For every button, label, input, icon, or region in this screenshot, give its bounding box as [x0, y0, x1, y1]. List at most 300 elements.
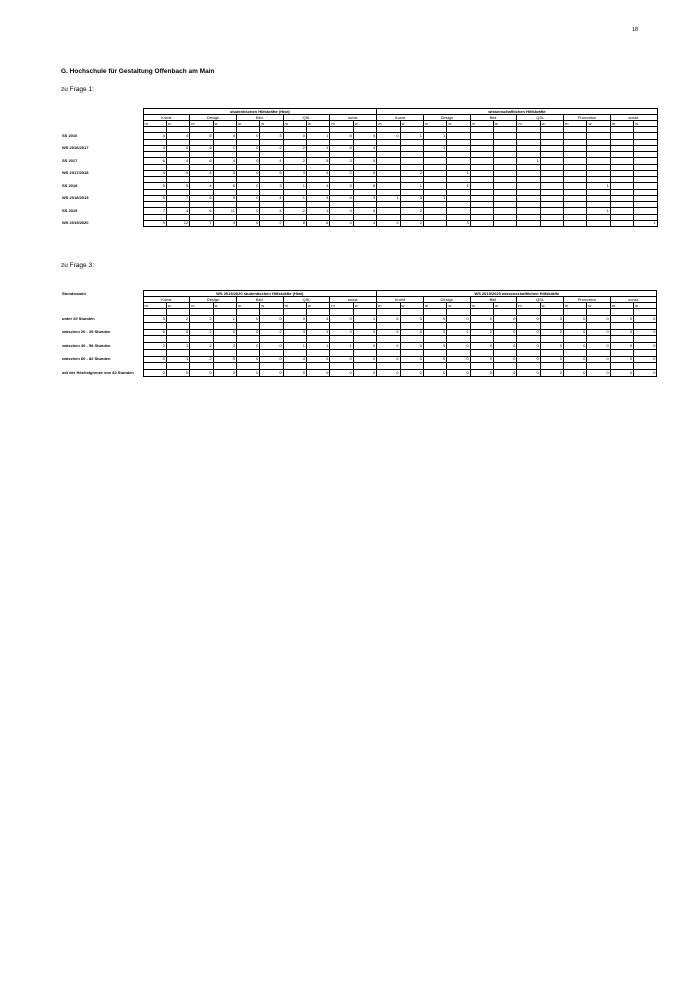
table-cell: 11: [213, 208, 236, 215]
spacer-cell: [610, 363, 633, 370]
spacer-cell: [564, 309, 587, 316]
spacer-cell: [493, 322, 516, 329]
table-cell: 0: [564, 343, 587, 350]
row-label: SS 2017: [62, 157, 78, 163]
row-label: zwischen 60 - 82 Stunden: [62, 356, 111, 362]
table-cell: 0: [377, 343, 400, 350]
table-cell: 2: [190, 343, 213, 350]
category-header: Kunst: [377, 297, 424, 303]
gender-header: m: [236, 303, 259, 309]
table-cell: 3: [260, 183, 283, 190]
gender-header: w: [494, 121, 517, 127]
gender-header: m: [470, 303, 493, 309]
table-cell: 1: [283, 343, 306, 350]
table-cell: 1: [283, 195, 306, 202]
category-header: sonst.: [610, 297, 657, 303]
table-cell: 0: [400, 316, 423, 323]
spacer-cell: [283, 322, 306, 329]
spacer-cell: [190, 349, 213, 356]
spacer-cell: [330, 349, 353, 356]
table-cell: 1: [213, 145, 236, 152]
table-cell: 0: [587, 370, 610, 377]
table-cell: 3: [400, 195, 423, 202]
table-cell: 0: [260, 370, 283, 377]
category-header: Bibl.: [470, 297, 517, 303]
group-header-student: WS 2019/2020 studentischen Hilfskräfte (Hiwi): [143, 291, 377, 297]
category-header: sonst.: [610, 115, 657, 121]
spacer-cell: [517, 309, 540, 316]
spacer-cell: [587, 349, 610, 356]
table-cell: 6: [143, 158, 166, 165]
table-cell: 4: [166, 133, 189, 140]
category-header: Promotion: [564, 297, 611, 303]
row-label: zwischen 20 - 39 Stunden: [62, 329, 111, 335]
gender-header: m: [610, 303, 633, 309]
table-cell: 0: [587, 329, 610, 336]
table-cell: 2: [283, 208, 306, 215]
spacer-cell: [517, 349, 540, 356]
table-cell: 1: [307, 208, 330, 215]
gender-header: m: [143, 303, 166, 309]
table-cell: 9: [166, 170, 189, 177]
table-cell: 0: [377, 356, 400, 363]
table-cell: 3: [307, 195, 330, 202]
corner-label: Stundenzahl: [62, 290, 86, 296]
table-cell: 0: [564, 316, 587, 323]
table-cell: 0: [236, 170, 259, 177]
table-cell: 3: [213, 343, 236, 350]
spacer-cell: [447, 349, 470, 356]
table-cell: 0: [330, 356, 353, 363]
section-heading: G. Hochschule für Gestaltung Offenbach am Main: [61, 68, 215, 75]
spacer-cell: [634, 309, 657, 316]
category-header: Kunst: [377, 115, 424, 121]
table-cell: 1: [634, 220, 658, 227]
table-cell: 4: [330, 145, 353, 152]
table-cell: 5: [166, 145, 189, 152]
table-cell: 0: [283, 316, 306, 323]
table-cell: [610, 220, 633, 227]
table-cell: 0: [423, 316, 446, 323]
table-cell: 4: [143, 145, 166, 152]
table-cell: 0: [587, 356, 610, 363]
table-cell: 1: [447, 183, 470, 190]
table-cell: 0: [190, 370, 213, 377]
table-cell: 0: [564, 329, 587, 336]
spacer-cell: [353, 349, 376, 356]
table-cell: 3: [330, 183, 353, 190]
table-cell: 4: [307, 183, 330, 190]
spacer-cell: [423, 349, 446, 356]
gender-header: m: [610, 121, 633, 127]
table-cell: 7: [166, 195, 189, 202]
table-cell: 1: [307, 145, 330, 152]
category-header: Design: [423, 115, 470, 121]
spacer-cell: [213, 363, 236, 370]
table-cell: 6: [213, 183, 236, 190]
group-header-wiss: wissenschaftlichen Hilfskräfte: [377, 109, 657, 115]
spacer-cell: [447, 336, 470, 343]
spacer-cell: [190, 363, 213, 370]
spacer-cell: [166, 336, 189, 343]
table-cell: 0: [213, 329, 236, 336]
table-cell: 0: [517, 356, 540, 363]
spacer-cell: [236, 322, 259, 329]
row-label: SS 2018: [62, 182, 78, 188]
table-cell: 0: [236, 183, 259, 190]
category-header: Bibl.: [470, 115, 517, 121]
gender-header: w: [540, 303, 563, 309]
table-cell: 0: [236, 208, 259, 215]
spacer-cell: [470, 349, 493, 356]
spacer-cell: [400, 349, 423, 356]
gender-header: w: [634, 303, 657, 309]
gender-header: w: [400, 303, 423, 309]
spacer-cell: [283, 336, 306, 343]
table-cell: 0: [423, 329, 446, 336]
spacer-cell: [236, 336, 259, 343]
spacer-cell: [143, 309, 166, 316]
gender-header: w: [260, 303, 283, 309]
table-cell: 6: [190, 195, 213, 202]
spacer-cell: [493, 349, 516, 356]
spacer-cell: [236, 363, 259, 370]
table-cell: 0: [564, 356, 587, 363]
spacer-cell: [377, 309, 400, 316]
table-cell: 0: [634, 316, 657, 323]
spacer-cell: [423, 322, 446, 329]
spacer-cell: [377, 336, 400, 343]
table-cell: 1: [423, 195, 446, 202]
table-cell: 5: [166, 329, 189, 336]
spacer-cell: [634, 349, 657, 356]
table-cell: 4: [143, 133, 166, 140]
table-cell: 3: [260, 133, 283, 140]
table-cell: 0: [610, 343, 633, 350]
table-cell: 0: [236, 195, 259, 202]
table-cell: 4: [166, 158, 189, 165]
table-cell: 0: [423, 343, 446, 350]
spacer-cell: [143, 336, 166, 343]
category-header: Kunst: [143, 297, 190, 303]
table-cell: 4: [166, 208, 189, 215]
spacer-cell: [470, 309, 493, 316]
table-cell: 7: [190, 220, 213, 227]
table-cell: 2: [377, 329, 400, 336]
table-cell: [470, 220, 493, 227]
gender-header: w: [307, 121, 330, 127]
table-cell: 4: [213, 158, 236, 165]
spacer-cell: [377, 363, 400, 370]
table-cell: [587, 220, 610, 227]
table-cell: 9: [143, 220, 166, 227]
table-cell: 2: [143, 343, 166, 350]
spacer-cell: [400, 309, 423, 316]
table-cell: 0: [493, 329, 516, 336]
table-cell: 0: [307, 370, 330, 377]
table-cell: 1: [400, 133, 423, 140]
gender-header: w: [353, 303, 376, 309]
spacer-cell: [610, 349, 633, 356]
gender-header: m: [517, 303, 540, 309]
spacer-cell: [540, 336, 563, 343]
gender-header: m: [377, 303, 400, 309]
question-3-label: zu Frage 3:: [61, 262, 94, 269]
table-cell: 4: [190, 170, 213, 177]
table-cell: 8: [353, 183, 377, 190]
spacer-cell: [400, 336, 423, 343]
table-cell: 0: [260, 316, 283, 323]
table-cell: 0: [517, 329, 540, 336]
table-cell: 0: [400, 343, 423, 350]
table-cell: 1: [307, 343, 330, 350]
spacer-cell: [353, 336, 376, 343]
table-cell: 1: [447, 170, 470, 177]
spacer-cell: [307, 363, 330, 370]
table-cell: 5: [307, 158, 330, 165]
spacer-label: [61, 322, 143, 329]
group-header-student: studentischen Hilfskräfte (Hiwi): [143, 109, 377, 115]
table-cell: 2: [377, 220, 400, 227]
spacer-cell: [283, 363, 306, 370]
spacer-cell: [353, 363, 376, 370]
table-cell: 0: [423, 356, 446, 363]
table-cell: 1: [400, 183, 423, 190]
gender-header: w: [634, 121, 658, 127]
table-cell: 0: [493, 356, 516, 363]
gender-header: w: [400, 121, 423, 127]
spacer-cell: [610, 336, 633, 343]
spacer-cell: [540, 363, 563, 370]
table-cell: 6: [190, 208, 213, 215]
table-cell: 0: [213, 356, 236, 363]
category-header: sonst.: [330, 297, 377, 303]
table-cell: 0: [447, 370, 470, 377]
row-label: zwischen 40 - 59 Stunden: [62, 342, 111, 348]
spacer-cell: [564, 349, 587, 356]
spacer-cell: [540, 349, 563, 356]
table-cell: 0: [236, 343, 259, 350]
table-cell: 0: [470, 356, 493, 363]
gender-header: w: [447, 303, 470, 309]
table-cell: 6: [190, 158, 213, 165]
table-cell: 2: [283, 145, 306, 152]
gender-header: w: [307, 303, 330, 309]
table-cell: 0: [540, 370, 563, 377]
category-header: Design: [190, 297, 237, 303]
spacer-cell: [493, 363, 516, 370]
gender-header: w: [587, 303, 610, 309]
table-cell: 0: [236, 316, 259, 323]
category-header: sonst.: [330, 115, 377, 121]
table-cell: 5: [166, 183, 189, 190]
table-cell: 8: [283, 220, 306, 227]
gender-header: w: [213, 303, 236, 309]
spacer-cell: [564, 363, 587, 370]
spacer-cell: [634, 322, 657, 329]
table-cell: 1: [307, 133, 330, 140]
table-cell: 4: [213, 220, 236, 227]
spacer-cell: [353, 322, 376, 329]
gender-header: m: [330, 303, 353, 309]
spacer-cell: [587, 336, 610, 343]
table-cell: 0: [540, 329, 563, 336]
spacer-label: [61, 349, 143, 356]
table-cell: 0: [377, 370, 400, 377]
table-cell: 2: [260, 220, 283, 227]
spacer-cell: [307, 309, 330, 316]
table-cell: 0: [540, 356, 563, 363]
table-cell: 0: [400, 356, 423, 363]
table-cell: 5: [353, 208, 377, 215]
table-cell: 0: [213, 370, 236, 377]
spacer-cell: [260, 322, 283, 329]
spacer-cell: [143, 349, 166, 356]
spacer-cell: [143, 322, 166, 329]
spacer-cell: [470, 322, 493, 329]
gender-header: m: [236, 121, 259, 127]
table-cell: 0: [634, 356, 657, 363]
table-cell: 3: [283, 170, 306, 177]
gender-header: w: [260, 121, 283, 127]
table-cell: 0: [517, 370, 540, 377]
table-cell: 0: [236, 370, 259, 377]
spacer-label: [61, 363, 143, 370]
table-cell: 0: [470, 316, 493, 323]
table-cell: 0: [236, 158, 259, 165]
table-cell: 3: [353, 195, 377, 202]
table-cell: 1: [517, 158, 540, 165]
spacer-cell: [610, 309, 633, 316]
table-cell: 0: [540, 316, 563, 323]
row-label: mit der Höchstgrenze von 82 Stunden: [62, 369, 134, 375]
table-cell: 0: [353, 370, 376, 377]
table-cell: 4: [353, 133, 377, 140]
category-header: Design: [190, 115, 237, 121]
category-header: Bibl.: [236, 297, 283, 303]
gender-header: m: [377, 121, 400, 127]
table-cell: 0: [610, 356, 633, 363]
table-cell: 1: [587, 208, 610, 215]
table-cell: 2: [353, 356, 376, 363]
table-cell: 1: [307, 329, 330, 336]
table-cell: 4: [260, 158, 283, 165]
table-cell: 5: [260, 170, 283, 177]
gender-header: w: [166, 121, 189, 127]
table-cell: 2: [400, 208, 423, 215]
spacer-cell: [213, 309, 236, 316]
spacer-cell: [447, 363, 470, 370]
table-cell: 1: [283, 183, 306, 190]
table-cell: 0: [493, 370, 516, 377]
gender-header: m: [190, 121, 213, 127]
gender-header: w: [213, 121, 236, 127]
row-label: SS 2019: [62, 207, 78, 213]
table-cell: [494, 220, 517, 227]
table-cell: 2: [260, 145, 283, 152]
group-header-wiss: WS 2019/2020 wissenschaftlichen Hilfskräfte: [377, 291, 657, 297]
table-cell: 1: [330, 343, 353, 350]
table-cell: 2: [400, 220, 423, 227]
table-cell: 1: [423, 133, 446, 140]
spacer-cell: [493, 309, 516, 316]
gender-header: m: [190, 303, 213, 309]
table-cell: [423, 220, 446, 227]
gender-header: m: [564, 303, 587, 309]
table-cell: 0: [353, 343, 376, 350]
table-cell: 0: [587, 316, 610, 323]
category-header: Bibl.: [236, 115, 283, 121]
table-cell: 0: [236, 329, 259, 336]
table-cell: 1: [377, 195, 400, 202]
table-cell: 0: [493, 343, 516, 350]
table-cell: 1: [587, 183, 610, 190]
table-cell: 0: [330, 195, 353, 202]
frage3-table: [61, 290, 657, 377]
table-cell: 0: [236, 133, 259, 140]
table-cell: [517, 220, 540, 227]
spacer-cell: [307, 349, 330, 356]
table-cell: 2: [190, 316, 213, 323]
spacer-cell: [190, 309, 213, 316]
table-cell: 2: [190, 356, 213, 363]
spacer-cell: [377, 349, 400, 356]
table-cell: 0: [470, 329, 493, 336]
spacer-cell: [423, 363, 446, 370]
spacer-cell: [634, 336, 657, 343]
spacer-cell: [564, 322, 587, 329]
table-cell: 0: [236, 220, 259, 227]
table-cell: 0: [634, 343, 657, 350]
spacer-cell: [166, 322, 189, 329]
spacer-cell: [610, 322, 633, 329]
spacer-cell: [307, 322, 330, 329]
table-cell: 0: [143, 356, 166, 363]
table-cell: 0: [236, 356, 259, 363]
table-cell: 1: [353, 316, 376, 323]
spacer-cell: [517, 363, 540, 370]
question-1-label: zu Frage 1:: [61, 86, 94, 93]
spacer-cell: [166, 363, 189, 370]
table-cell: 3: [447, 220, 470, 227]
table-cell: 0: [634, 370, 657, 377]
spacer-cell: [236, 309, 259, 316]
table-cell: 0: [377, 316, 400, 323]
table-cell: 0: [587, 343, 610, 350]
table-cell: [540, 220, 563, 227]
table-cell: 1: [166, 356, 189, 363]
row-label: WS 2017/2018: [62, 170, 89, 176]
table-cell: 0: [307, 356, 330, 363]
gender-header: w: [447, 121, 470, 127]
spacer-cell: [400, 363, 423, 370]
spacer-cell: [447, 322, 470, 329]
category-header: Promotion: [564, 115, 611, 121]
table-cell: 0: [423, 370, 446, 377]
spacer-cell: [190, 322, 213, 329]
table-cell: 0: [540, 343, 563, 350]
spacer-cell: [447, 309, 470, 316]
gender-header: m: [423, 303, 446, 309]
table-cell: 2: [190, 329, 213, 336]
table-cell: 0: [610, 316, 633, 323]
table-cell: 0: [470, 343, 493, 350]
category-header: Design: [423, 297, 470, 303]
table-cell: 0: [236, 145, 259, 152]
table-cell: 4: [260, 195, 283, 202]
table-cell: 4: [353, 145, 377, 152]
spacer-cell: [564, 336, 587, 343]
